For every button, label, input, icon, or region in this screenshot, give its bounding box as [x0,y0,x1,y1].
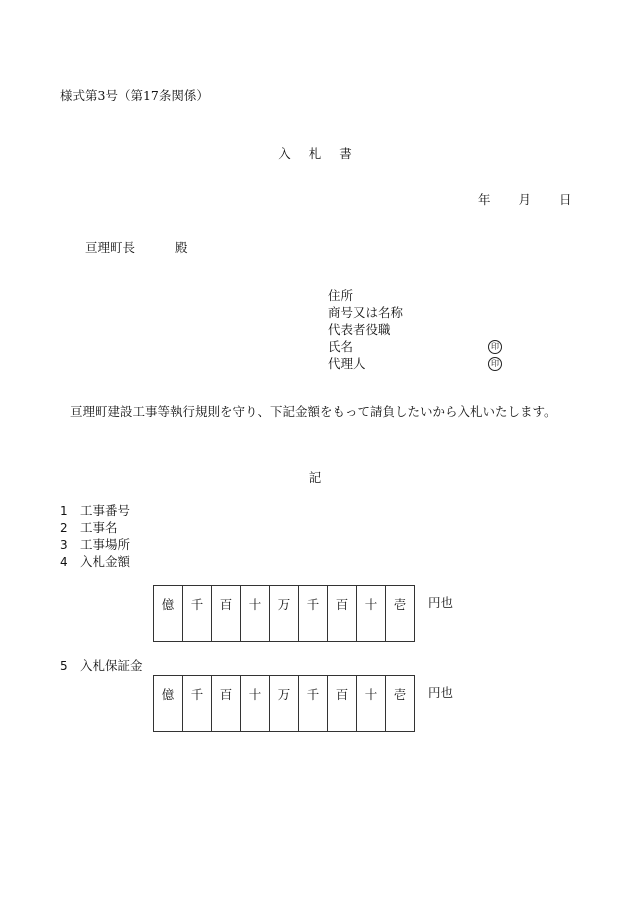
digit-cell[interactable]: 千 [299,676,328,732]
digit-cell[interactable]: 万 [270,586,299,642]
digit-cell[interactable]: 千 [299,586,328,642]
digit-cell[interactable]: 百 [328,676,357,732]
digit-cell[interactable]: 百 [328,586,357,642]
bidder-name-label: 氏名 [328,339,354,354]
digit-cell[interactable]: 百 [212,676,241,732]
item-number: 2 [60,521,68,535]
bidder-position-label: 代表者役職 [328,322,391,337]
digit-cell[interactable]: 億 [154,676,183,732]
item-number: 1 [60,504,68,518]
item-label: 工事場所 [80,537,131,552]
ki-heading: 記 [308,470,322,485]
digit-cell[interactable]: 十 [357,676,386,732]
digit-cell[interactable]: 十 [241,676,270,732]
item-row [60,657,143,675]
date-line [478,191,572,208]
seal-mark-agent: 印 [488,357,502,371]
item-row [60,553,130,571]
date-day: 日 [559,192,572,207]
item-row [60,519,118,537]
item-row [60,536,130,554]
digit-cell[interactable]: 百 [212,586,241,642]
item-row [60,502,130,520]
addressee-name: 亘理町長 [85,240,136,255]
form-number: 様式第3号（第17条関係） [60,88,209,103]
digit-cell[interactable]: 壱 [386,676,415,732]
date-year: 年 [478,192,491,207]
digit-cell[interactable]: 千 [183,676,212,732]
addressee [85,239,188,256]
yen-suffix: 円也 [428,685,454,700]
title-char: 札 [308,146,322,161]
title-char: 書 [339,146,352,161]
digit-cell[interactable]: 千 [183,586,212,642]
addressee-honorific: 殿 [175,240,188,255]
yen-suffix: 円也 [428,595,454,610]
bid-bond-table [153,675,415,732]
item-label: 工事名 [80,520,118,535]
statement-text [58,402,578,421]
digit-cell[interactable]: 壱 [386,586,415,642]
bidder-address-label: 住所 [328,288,354,303]
bidder-agent-label: 代理人 [328,356,366,371]
bidder-company-label: 商号又は名称 [328,305,404,320]
date-month: 月 [518,192,532,207]
item-number: 3 [60,538,68,552]
item-label: 入札保証金 [80,658,143,673]
item-number: 5 [60,659,68,673]
title-char: 入 [278,146,291,161]
digit-cell[interactable]: 十 [241,586,270,642]
digit-cell[interactable]: 十 [357,586,386,642]
item-number: 4 [60,555,68,569]
item-label: 工事番号 [80,503,131,518]
digit-cell[interactable]: 億 [154,586,183,642]
digit-cell[interactable]: 万 [270,676,299,732]
statement-body: 亘理町建設工事等執行規則を守り、下記金額をもって請負したいから入札いたします。 [70,404,557,419]
document-title [0,145,630,162]
seal-mark-name: 印 [488,340,502,354]
item-label: 入札金額 [80,554,131,569]
bid-amount-table [153,585,415,642]
